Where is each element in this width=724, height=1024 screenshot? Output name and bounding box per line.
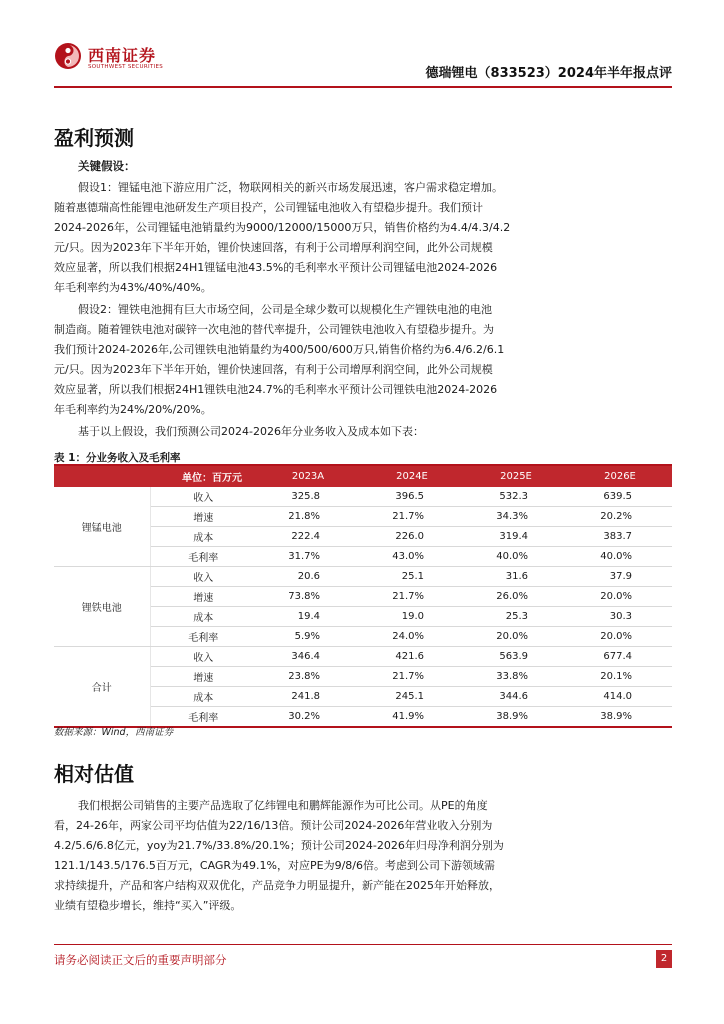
revenue-margin-table	[54, 466, 672, 728]
table-cell: 222.4	[256, 527, 360, 547]
paragraph-line: 基于以上假设，我们预测公司2024-2026年分业务收入及成本如下表：	[78, 425, 424, 438]
paragraph-line: 121.1/143.5/176.5百万元，CAGR为49.1%，对应PE为9/8/6倍。考虑到公司下游领域需	[54, 859, 495, 872]
table-cell: 20.2%	[568, 507, 672, 527]
paragraph-line: 2024-2026年，公司锂锰电池销量约为9000/12000/15000万只，销售价格约为4.4/4.3/4.2	[54, 221, 511, 234]
valuation-paragraph	[54, 796, 672, 916]
paragraph-line: 4.2/5.6/6.8亿元，yoy为21.7%/33.8%/20.1%；预计公司2024-2026年归母净利润分别为	[54, 839, 504, 852]
paragraph-line: 求持续提升，产品和客户结构双双优化，产品竞争力明显提升，新产能在2025年开始释放，	[54, 879, 500, 892]
paragraph-line: 年毛利率约为24%/20%/20%。	[54, 403, 212, 416]
unit-label: 单位：百万元	[54, 466, 256, 487]
header-divider	[54, 86, 672, 88]
table-cell: 20.6	[256, 567, 360, 587]
column-header: 2026E	[568, 466, 672, 487]
logo-chinese-name: 西南证券	[88, 46, 157, 65]
paragraph-line: 年毛利率约为43%/40%/40%。	[54, 281, 212, 294]
table-header-row	[54, 466, 672, 487]
metric-label: 成本	[150, 607, 256, 627]
table-cell: 34.3%	[464, 507, 568, 527]
table-cell: 245.1	[360, 687, 464, 707]
table-row	[54, 647, 672, 667]
table-cell: 31.6	[464, 567, 568, 587]
table-cell: 21.7%	[360, 587, 464, 607]
metric-label: 收入	[150, 487, 256, 507]
table-cell: 21.8%	[256, 507, 360, 527]
table-row	[54, 487, 672, 507]
metric-label: 毛利率	[150, 627, 256, 647]
table-cell: 325.8	[256, 487, 360, 507]
paragraph-line: 假设1：锂锰电池下游应用广泛，物联网相关的新兴市场发展迅速，客户需求稳定增加。	[78, 181, 503, 194]
metric-label: 增速	[150, 587, 256, 607]
metric-label: 增速	[150, 667, 256, 687]
table-cell: 5.9%	[256, 627, 360, 647]
logo-english-name: SOUTHWEST SECURITIES	[88, 64, 164, 70]
metric-label: 收入	[150, 647, 256, 667]
table-cell: 33.8%	[464, 667, 568, 687]
table-cell: 20.0%	[464, 627, 568, 647]
paragraph-line: 我们预计2024-2026年,公司锂铁电池销量约为400/500/600万只,销售价格约为6.4/6.2/6.1	[54, 343, 505, 356]
metric-label: 毛利率	[150, 547, 256, 567]
report-title: 德瑞锂电（833523）2024年半年报点评	[425, 66, 672, 81]
table-cell: 563.9	[464, 647, 568, 667]
table-cell: 20.0%	[568, 627, 672, 647]
table-cell: 414.0	[568, 687, 672, 707]
table-cell: 19.4	[256, 607, 360, 627]
page-header	[54, 40, 672, 88]
paragraph-line: 业绩有望稳步增长，维持“买入”评级。	[54, 899, 242, 912]
table-cell: 383.7	[568, 527, 672, 547]
paragraph-line: 元/只。因为2023年下半年开始，锂价快速回落，有利于公司增厚利润空间，此外公司规模	[54, 241, 493, 254]
table-cell: 19.0	[360, 607, 464, 627]
metric-label: 增速	[150, 507, 256, 527]
group-label: 合计	[54, 647, 150, 728]
table-cell: 396.5	[360, 487, 464, 507]
table-cell: 226.0	[360, 527, 464, 547]
metric-label: 成本	[150, 687, 256, 707]
table-intro-paragraph	[54, 422, 672, 442]
paragraph-line: 元/只。因为2023年下半年开始，锂价快速回落，有利于公司增厚利润空间，此外公司规模	[54, 363, 493, 376]
metric-label: 收入	[150, 567, 256, 587]
table-cell: 38.9%	[464, 707, 568, 728]
column-header: 2024E	[360, 466, 464, 487]
column-header: 2023A	[256, 466, 360, 487]
table-source-note: 数据来源：Wind，西南证券	[54, 727, 174, 738]
table-cell: 23.8%	[256, 667, 360, 687]
table-row	[54, 567, 672, 587]
table-cell: 41.9%	[360, 707, 464, 728]
table-cell: 319.4	[464, 527, 568, 547]
table-cell: 677.4	[568, 647, 672, 667]
table-cell: 40.0%	[568, 547, 672, 567]
paragraph-line: 随着惠德瑞高性能锂电池研发生产项目投产，公司锂锰电池收入有望稳步提升。我们预计	[54, 201, 483, 214]
paragraph-line: 效应显著，所以我们根据24H1锂铁电池24.7%的毛利率水平预计公司锂铁电池2024-2026	[54, 383, 498, 396]
company-logo	[54, 40, 194, 80]
paragraph-line: 看，24-26年，两家公司平均估值为22/16/13倍。预计公司2024-2026年营业收入分别为	[54, 819, 493, 832]
paragraph-line: 效应显著，所以我们根据24H1锂锰电池43.5%的毛利率水平预计公司锂锰电池2024-2026	[54, 261, 498, 274]
footer-disclaimer: 请务必阅读正文后的重要声明部分	[54, 953, 227, 967]
logo-emblem-icon	[54, 42, 82, 70]
table-cell: 37.9	[568, 567, 672, 587]
table-cell: 30.2%	[256, 707, 360, 728]
metric-label: 毛利率	[150, 707, 256, 728]
table-cell: 40.0%	[464, 547, 568, 567]
page-number: 2	[656, 950, 672, 968]
table-cell: 43.0%	[360, 547, 464, 567]
assumption-1-paragraph	[54, 178, 672, 298]
metric-label: 成本	[150, 527, 256, 547]
table-cell: 639.5	[568, 487, 672, 507]
paragraph-line: 制造商。随着锂铁电池对碳锌一次电池的替代率提升，公司锂铁电池收入有望稳步提升。为	[54, 323, 494, 336]
section-title-relative-valuation: 相对估值	[54, 762, 134, 786]
table-cell: 24.0%	[360, 627, 464, 647]
table-cell: 21.7%	[360, 667, 464, 687]
paragraph-line: 假设2：锂铁电池拥有巨大市场空间，公司是全球少数可以规模化生产锂铁电池的电池	[78, 303, 492, 316]
footer-divider	[54, 944, 672, 945]
table-cell: 38.9%	[568, 707, 672, 728]
table-cell: 344.6	[464, 687, 568, 707]
group-label: 锂铁电池	[54, 567, 150, 647]
table-cell: 25.3	[464, 607, 568, 627]
table-caption: 表 1：分业务收入及毛利率	[54, 452, 181, 464]
key-assumptions-heading: 关键假设：	[78, 159, 136, 173]
table-cell: 26.0%	[464, 587, 568, 607]
table-cell: 30.3	[568, 607, 672, 627]
table-cell: 241.8	[256, 687, 360, 707]
section-title-profit-forecast: 盈利预测	[54, 126, 134, 150]
table-cell: 20.0%	[568, 587, 672, 607]
table-cell: 346.4	[256, 647, 360, 667]
table-cell: 421.6	[360, 647, 464, 667]
table-cell: 532.3	[464, 487, 568, 507]
table-cell: 21.7%	[360, 507, 464, 527]
column-header: 2025E	[464, 466, 568, 487]
table-cell: 73.8%	[256, 587, 360, 607]
assumption-2-paragraph	[54, 300, 672, 420]
paragraph-line: 我们根据公司销售的主要产品选取了亿纬锂电和鹏辉能源作为可比公司。从PE的角度	[78, 799, 488, 812]
table-cell: 31.7%	[256, 547, 360, 567]
table-cell: 25.1	[360, 567, 464, 587]
table-cell: 20.1%	[568, 667, 672, 687]
group-label: 锂锰电池	[54, 487, 150, 567]
